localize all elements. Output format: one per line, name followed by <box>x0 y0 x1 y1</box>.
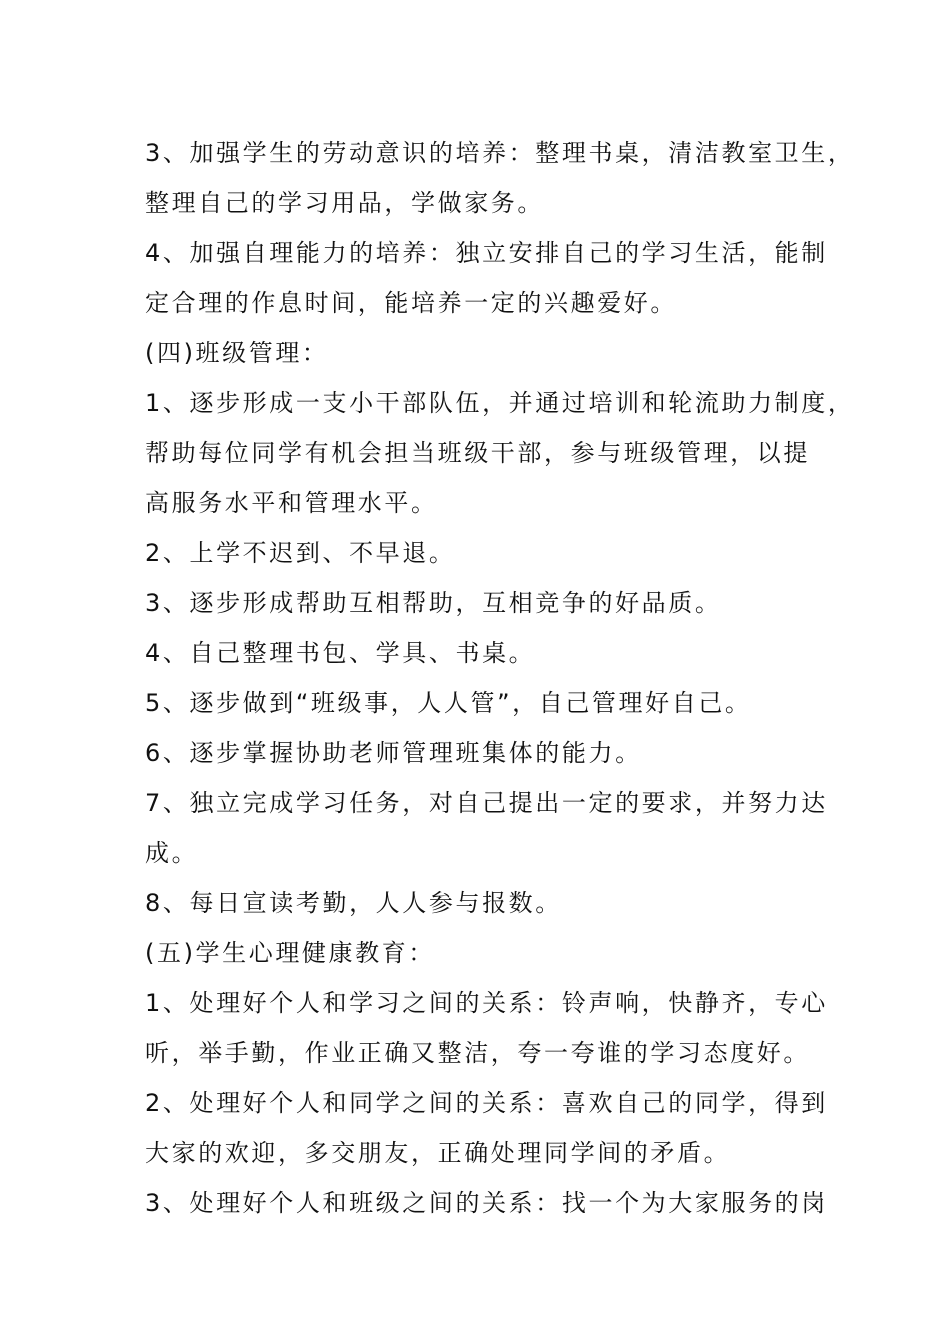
text-line: 定合理的作息时间，能培养一定的兴趣爱好。 <box>145 289 677 317</box>
text-line: 5、逐步做到“班级事，人人管”，自己管理好自己。 <box>145 689 752 717</box>
text-line: 帮助每位同学有机会担当班级干部，参与班级管理，以提 <box>145 439 810 467</box>
section-heading: (四)班级管理： <box>145 339 329 367</box>
text-line: 6、逐步掌握协助老师管理班集体的能力。 <box>145 739 642 767</box>
text-line: 成。 <box>145 839 199 867</box>
text-line: 7、独立完成学习任务，对自己提出一定的要求，并努力达 <box>145 789 828 817</box>
text-line: 听，举手勤，作业正确又整洁，夸一夸谁的学习态度好。 <box>145 1039 810 1067</box>
text-line: 3、逐步形成帮助互相帮助，互相竞争的好品质。 <box>145 589 722 617</box>
text-line: 1、处理好个人和学习之间的关系：铃声响，快静齐，专心 <box>145 989 828 1017</box>
text-line: 3、处理好个人和班级之间的关系：找一个为大家服务的岗 <box>145 1189 828 1217</box>
text-line: 大家的欢迎，多交朋友，正确处理同学间的矛盾。 <box>145 1139 731 1167</box>
document-body <box>145 128 855 1228</box>
text-line: 高服务水平和管理水平。 <box>145 489 438 517</box>
text-line: 2、上学不迟到、不早退。 <box>145 539 456 567</box>
text-line: 4、加强自理能力的培养：独立安排自己的学习生活，能制 <box>145 239 828 267</box>
text-line: 整理自己的学习用品，学做家务。 <box>145 189 544 217</box>
text-line: 1、逐步形成一支小干部队伍，并通过培训和轮流助力制度， <box>145 389 855 417</box>
text-line: 4、自己整理书包、学具、书桌。 <box>145 639 536 667</box>
section-heading: (五)学生心理健康教育： <box>145 939 435 967</box>
text-line: 8、每日宣读考勤，人人参与报数。 <box>145 889 562 917</box>
text-line: 2、处理好个人和同学之间的关系：喜欢自己的同学，得到 <box>145 1089 828 1117</box>
text-line: 3、加强学生的劳动意识的培养：整理书桌，清洁教室卫生， <box>145 139 855 167</box>
